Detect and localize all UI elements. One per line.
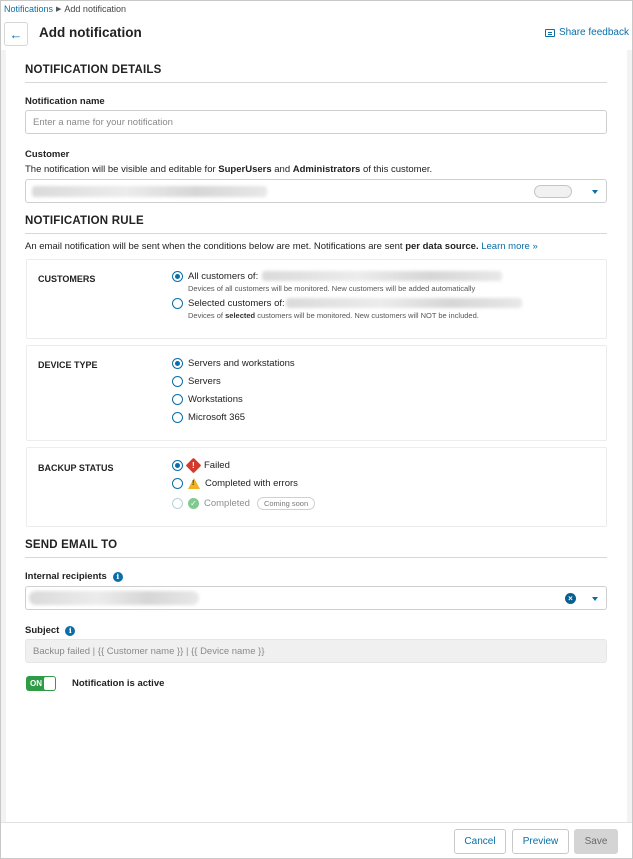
selected-customers-label: Selected customers of:: [188, 298, 285, 309]
radio-unselected-icon[interactable]: [172, 376, 183, 387]
radio-workstations[interactable]: [172, 394, 243, 405]
customer-desc-text: of this customer.: [360, 164, 433, 175]
chevron-down-icon[interactable]: [592, 190, 598, 194]
page-title: Add notification: [39, 25, 142, 40]
section-title-send-email: SEND EMAIL TO: [25, 539, 118, 551]
toggle-label: Notification is active: [72, 678, 165, 689]
info-icon[interactable]: i: [113, 572, 123, 582]
clear-icon[interactable]: ×: [565, 593, 576, 604]
redacted-customer: [286, 298, 522, 308]
device-type-label: DEVICE TYPE: [38, 360, 98, 370]
option-label: Servers and workstations: [188, 358, 295, 369]
completed-label: Completed: [204, 498, 250, 509]
learn-more-link[interactable]: Learn more »: [481, 241, 538, 252]
page-header: [1, 18, 632, 50]
divider: [25, 82, 607, 83]
radio-unselected-icon[interactable]: [172, 478, 183, 489]
share-feedback-link[interactable]: [545, 27, 629, 38]
all-customers-label: All customers of:: [188, 271, 259, 282]
hint-text: Devices of: [188, 311, 226, 320]
option-label: Workstations: [188, 394, 243, 405]
arrow-left-icon: ←: [9, 26, 23, 42]
customer-label: Customer: [25, 149, 70, 160]
radio-unselected-icon[interactable]: [172, 394, 183, 405]
subject-text: Subject: [25, 625, 60, 636]
feedback-icon: [545, 29, 555, 37]
customer-desc-text: The notification will be visible and editable for: [25, 164, 219, 175]
radio-completed-with-errors[interactable]: [172, 478, 298, 489]
redacted-customer-name: [32, 186, 267, 197]
radio-selected-icon[interactable]: [172, 358, 183, 369]
breadcrumb: [4, 4, 126, 14]
customers-label: CUSTOMERS: [38, 274, 96, 284]
option-label: Servers: [188, 376, 221, 387]
notification-name-field[interactable]: [25, 110, 607, 134]
divider: [25, 233, 607, 234]
customer-select[interactable]: [25, 179, 607, 203]
customer-desc-text: and: [271, 164, 293, 175]
back-button[interactable]: [4, 22, 28, 46]
main-content: [1, 50, 632, 822]
warning-status-icon: !: [188, 478, 200, 489]
completed-with-errors-label: Completed with errors: [205, 478, 298, 489]
radio-completed: [172, 497, 315, 510]
toggle-knob: [44, 677, 55, 690]
info-icon[interactable]: i: [65, 626, 75, 636]
radio-selected-icon[interactable]: [172, 460, 183, 471]
footer-actions: [1, 822, 632, 858]
radio-selected-icon[interactable]: [172, 271, 183, 282]
breadcrumb-current: Add notification: [64, 4, 126, 14]
notification-name-input[interactable]: [26, 111, 606, 133]
internal-recipients-label: [25, 571, 123, 582]
subject-field: Backup failed | {{ Customer name }} | {{ Device name }}: [25, 639, 607, 663]
radio-microsoft-365[interactable]: [172, 412, 245, 423]
radio-disabled-icon: [172, 498, 183, 509]
option-label: Microsoft 365: [188, 412, 246, 423]
redacted-recipient-chip: [29, 591, 199, 605]
customer-type-badge: [534, 185, 572, 198]
hint-emphasis: selected: [225, 311, 256, 320]
internal-recipients-select[interactable]: [25, 586, 607, 610]
divider: [25, 557, 607, 558]
check-status-icon: ✓: [188, 498, 199, 509]
all-customers-hint: Devices of all customers will be monitored. New customers will be added automatically: [188, 284, 476, 293]
share-feedback-label: Share feedback: [558, 27, 629, 38]
customers-rule-box: [26, 259, 607, 339]
notification-name-label: Notification name: [25, 96, 105, 107]
backup-status-label: BACKUP STATUS: [38, 463, 114, 473]
radio-servers[interactable]: [172, 376, 221, 387]
preview-button[interactable]: Preview: [512, 829, 569, 854]
redacted-customer: [262, 271, 502, 281]
active-toggle[interactable]: [26, 676, 56, 691]
radio-selected-customers[interactable]: [172, 298, 285, 309]
device-type-rule-box: [26, 345, 607, 441]
subject-label: [25, 625, 75, 636]
superusers-text: SuperUsers: [218, 164, 272, 175]
cancel-button[interactable]: Cancel: [454, 829, 506, 854]
rule-desc-text: An email notification will be sent when the conditions below are met. Notifications are sent: [25, 241, 406, 252]
rule-description: [25, 241, 538, 252]
failed-label: Failed: [204, 460, 230, 471]
toggle-state-label: ON: [30, 679, 42, 688]
backup-status-rule-box: [26, 447, 607, 527]
selected-customers-hint: [188, 311, 479, 320]
breadcrumb-notifications-link[interactable]: Notifications: [4, 4, 54, 14]
per-data-source-text: per data source.: [405, 241, 479, 252]
failed-status-icon: !: [186, 458, 202, 474]
radio-unselected-icon[interactable]: [172, 298, 183, 309]
coming-soon-badge: Coming soon: [257, 497, 315, 510]
customer-description: [25, 164, 432, 175]
chevron-right-icon: ▶: [56, 6, 62, 13]
administrators-text: Administrators: [292, 164, 361, 175]
chevron-down-icon[interactable]: [592, 597, 598, 601]
form-card: [6, 50, 627, 822]
section-title-rule: NOTIFICATION RULE: [25, 215, 144, 227]
internal-recipients-text: Internal recipients: [25, 571, 107, 582]
section-title-details: NOTIFICATION DETAILS: [25, 64, 162, 76]
radio-failed[interactable]: [172, 460, 230, 471]
hint-text: customers will be monitored. New customers will NOT be included.: [255, 311, 479, 320]
radio-servers-and-workstations[interactable]: [172, 358, 295, 369]
radio-all-customers[interactable]: [172, 271, 258, 282]
radio-unselected-icon[interactable]: [172, 412, 183, 423]
save-button[interactable]: Save: [574, 829, 618, 854]
